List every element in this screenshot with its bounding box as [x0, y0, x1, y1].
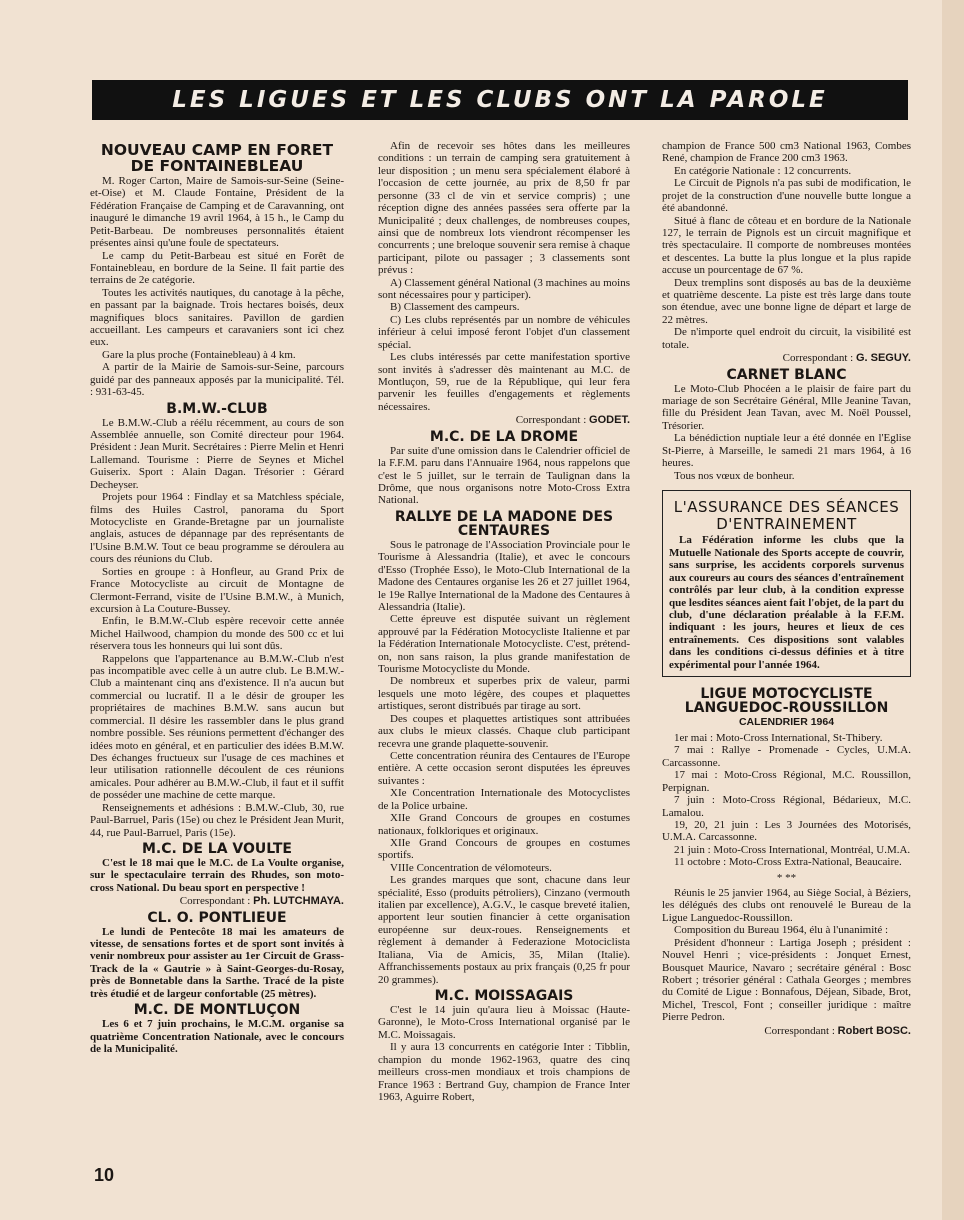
insurance-notice-text: La Fédération informe les clubs que la Mutuelle Nationale des Sports accepte de couvrir, sans surprise, les accidents corporels survenus aux coureurs au cours des séances d'entraînement contrôlés par leur club, à la condition expresse que lesdites séances aient fait l'objet, de la part du club, d'une déclaration préalable à la F.F.M. indiquant : les jours, heures et lieux de ces entraînements. Ces dispositions sont valables dans les conditions ci-dessus définies et à titre expérimental pour l'année 1964.	[669, 534, 904, 671]
heading-pontlieue: CL. O. PONTLIEUE	[147, 909, 287, 926]
paragraph: Réunis le 25 janvier 1964, au Siège Social, à Béziers, les délégués des clubs ont renouvelé le Bureau de la Ligue Languedoc-Roussillon.	[662, 887, 911, 924]
paragraph: VIIIe Concentration de vélomoteurs.	[390, 861, 552, 874]
paragraph: Tous nos vœux de bonheur.	[674, 469, 795, 482]
correspondent-line	[378, 414, 630, 426]
heading-bmw-club: B.M.W.-CLUB	[166, 400, 268, 417]
paragraph: M. Roger Carton, Maire de Samois-sur-Seine (Seine-et-Oise) et M. Claude Fontaine, Président de la Fédération Française de Camping et de Caravanning, ont inauguré le dimanche 19 avril 1964, à 15 h., le Camp du Petit-Barbeau. De nombreuses personnalités étaient présentes ainsi qu'une foule de spectateurs.	[90, 175, 344, 250]
paragraph: XIIe Grand Concours de groupes en costumes nationaux, folkloriques et originaux.	[378, 812, 630, 837]
heading-rallye-madone: RALLYE DE LA MADONE DES CENTAURES	[394, 508, 614, 539]
correspondent-line	[90, 895, 344, 907]
calendar-item: 7 juin : Moto-Cross Régional, Bédarieux, M.C. Lamalou.	[662, 794, 911, 819]
paragraph: A) Classement général National (3 machines au moins sont nécessaires pour y participer).	[378, 276, 630, 302]
paragraph: Président d'honneur : Lartiga Joseph ; président : Nouvel Henri ; vice-présidents : Jonquet Ernest, Bousquet Maurice, Navaro ; secrétaire général : Bosc Robert ; trésorier général : Cathala Georges ; membres du Comité de Ligue : Bonnafous, Déjean, Sibade, Brot, Michel, Trescol, Font ; conseiller juridique : maître Pierre Pedron.	[662, 936, 911, 1024]
correspondent-name: Ph. LUTCHMAYA.	[253, 895, 344, 908]
paragraph: Sorties en groupe : à Honfleur, au Grand Prix de France Motocycliste au circuit de Montagne de Clermont-Ferrand, visite de l'Usine B.M.W., à Munich, excursion à La Couture-Bussey.	[90, 565, 344, 615]
heading-mc-voulte: M.C. DE LA VOULTE	[142, 840, 292, 857]
paragraph: Le B.M.W.-Club a réélu récemment, au cours de son Assemblée annuelle, son Comité directeur pour 1964. Président : Jean Murit. Secrétaires : Pierre Melin et Henri Lallemand. Tourisme : Pierre de Seynes et Michel Guiserix. Sport : Alain Dagan. Trésorier : Gérard Decheyser.	[90, 416, 344, 491]
insurance-notice-box	[662, 490, 911, 677]
paragraph: Le Circuit de Pignols n'a pas subi de modification, le projet de la construction d'une nouvelle butte longue a été abandonné.	[662, 177, 911, 215]
section-banner	[92, 80, 908, 120]
correspondent-label: Correspondant :	[764, 1024, 835, 1037]
paragraph: Renseignements et adhésions : B.M.W.-Club, 30, rue Paul-Barruel, Paris (15e) ou chez le Président Jean Murit, 44, rue Paul-Barruel, Paris (15e).	[90, 801, 344, 839]
paragraph: Le lundi de Pentecôte 18 mai les amateurs de vitesse, de sensations fortes et de sport sont invités à venir nombreux pour assister au 1er Circuit de Grass-Track de la « Gautrie » à Saint-Georges-du-Rosay, près de Bonnetable dans la Sarthe. Tracé de la piste très étudié et de largeur confortable (25 mètres).	[90, 925, 344, 1000]
asterism-divider: * **	[776, 871, 797, 884]
paragraph: XIIe Grand Concours de groupes en costumes sportifs.	[378, 836, 630, 862]
paragraph: C) Les clubs représentés par un nombre de véhicules inférieur à celui imposé feront l'objet d'un classement spécial.	[378, 313, 630, 351]
paragraph: De n'importe quel endroit du circuit, la visibilité est totale.	[662, 326, 911, 351]
paragraph: A partir de la Mairie de Samois-sur-Seine, parcours guidé par des panneaux apposés par la municipalité. Tél. : 931-63-45.	[90, 361, 344, 399]
calendar-item: 1er mai : Moto-Cross International, St-Thibery.	[674, 731, 883, 744]
paragraph: XIe Concentration Internationale des Motocyclistes de la Police urbaine.	[378, 787, 630, 812]
column-1	[90, 140, 344, 1055]
paragraph: Deux tremplins sont disposés au bas de la deuxième et quatrième descente. La piste est très large dans toute son étendue, avec une bonne ligne de départ et large de 22 mètres.	[662, 276, 911, 326]
paragraph: Les clubs intéressés par cette manifestation sportive sont invités à s'adresser dès maintenant au M.C. de Montluçon, 59, rue de la République, qui leur fera parvenir les feuilles d'engagements et règlements nécessaires.	[378, 351, 630, 413]
paragraph: Cette concentration réunira des Centaures de l'Europe entière. A cette occasion seront disputées les épreuves suivantes :	[378, 749, 630, 787]
calendar-item: 11 octobre : Moto-Cross Extra-National, Beaucaire.	[674, 856, 902, 869]
correspondent-line	[662, 1025, 911, 1037]
heading-assurance: L'ASSURANCE DES SÉANCES D'ENTRAINEMENT	[673, 497, 900, 534]
paragraph: Il y aura 13 concurrents en catégorie Inter : Tibblin, champion du monde 1962-1963, quatre des cinq meilleurs cross-men mondiaux et trois champions de France 1963 : Bertrand Guy, champion de France Inter 1963, Aguirre Robert,	[378, 1041, 630, 1103]
paragraph: De nombreux et superbes prix de valeur, parmi lesquels une moto légère, des coupes et plaquettes artistiques, seront distribués par tirage au sort.	[378, 675, 630, 713]
correspondent-label: Correspondant :	[179, 895, 251, 908]
calendar-item: 21 juin : Moto-Cross International, Montréal, U.M.A.	[674, 843, 911, 856]
paragraph: Par suite d'une omission dans le Calendrier officiel de la F.F.M. paru dans l'Annuaire 1964, nous rappelons que c'est le 5 juillet, sur le terrain de Taulignan dans la Drôme, que nous organisons notre Moto-Cross Extra National.	[378, 444, 630, 507]
paragraph: Les grandes marques que sont, chacune dans leur spécialité, Esso (produits pétroliers), Cinzano (vermouth italien par excellence), A.G.V., le casque breveté italien, apportent leur soutien financier à cette organisation européenne sur deux-roues. Renseignements et règlement à demander à Federazione Motociclista Italiana, Via de Amicis, 35, Milan (Italie). Affranchissements postaux au prix français (0,25 fr pour 20 grammes).	[378, 874, 630, 986]
paragraph: La bénédiction nuptiale leur a été donnée en l'Eglise St-Pierre, à Marseille, le samedi 21 mars 1964, à 16 heures.	[662, 432, 911, 470]
heading-mc-montlucon: M.C. DE MONTLUÇON	[133, 1002, 301, 1019]
column-3	[662, 140, 911, 1039]
correspondent-label: Correspondant :	[515, 414, 587, 427]
column-2	[378, 140, 630, 1103]
heading-carnet-blanc: CARNET BLANC	[726, 366, 847, 383]
paragraph: B) Classement des campeurs.	[390, 301, 520, 314]
correspondent-name: Robert BOSC.	[837, 1024, 911, 1037]
paragraph: champion de France 500 cm3 National 1963, Combes René, champion de France 200 cm3 1963.	[662, 140, 911, 165]
heading-fontainebleau: NOUVEAU CAMP EN FORET DE FONTAINEBLEAU	[100, 141, 334, 175]
banner-title: LES LIGUES ET LES CLUBS ONT LA PAROLE	[172, 87, 828, 113]
page-edge	[942, 0, 964, 1220]
heading-mc-drome: M.C. DE LA DROME	[429, 428, 579, 445]
paragraph: Enfin, le B.M.W.-Club espère recevoir cette année Michel Hailwood, champion du monde des 500 cc et lui réservera tous les honneurs qui lui sont dûs.	[90, 615, 344, 653]
calendar-item: 7 mai : Rallye - Promenade - Cycles, U.M.A. Carcassonne.	[662, 744, 911, 769]
calendar-item: 19, 20, 21 juin : Les 3 Journées des Motorisés, U.M.A. Carcassonne.	[662, 818, 911, 844]
heading-ligue-languedoc: LIGUE MOTOCYCLISTE LANGUEDOC-ROUSSILLON	[684, 686, 889, 717]
calendar-item: 17 mai : Moto-Cross Régional, M.C. Roussillon, Perpignan.	[662, 769, 911, 794]
correspondent-label: Correspondant :	[782, 352, 854, 365]
paragraph: Cette épreuve est disputée suivant un règlement approuvé par la Fédération Motocycliste Italienne et par la Fédération Internationale Motocycliste. C'est, prétend-on, non sans raison, la plus grande manifestation de Tourisme Motocycliste du Monde.	[378, 613, 630, 676]
paragraph: Les 6 et 7 juin prochains, le M.C.M. organise sa quatrième Concentration Nationale, avec le concours de la Municipalité.	[90, 1018, 344, 1055]
paragraph: Situé à flanc de côteau et en bordure de la Nationale 127, le terrain de Pignols est un circuit magnifique et très spectaculaire. Il comporte de nombreuses montées et descentes. La butte la plus longue et la plus rapide accuse un pourcentage de 67 %.	[662, 214, 911, 277]
page-number: 10	[94, 1165, 115, 1185]
heading-mc-moissagais: M.C. MOISSAGAIS	[434, 988, 574, 1004]
paragraph: Gare la plus proche (Fontainebleau) à 4 km.	[102, 348, 296, 361]
paragraph: C'est le 18 mai que le M.C. de La Voulte organise, sur le spectaculaire terrain des Rhudes, son moto-cross National. Du beau sport en perspective !	[90, 856, 344, 894]
paragraph: Rappelons que l'appartenance au B.M.W.-Club n'est pas incompatible avec celle à un autre club. Le B.M.W.-Club a maintenant cinq ans d'existence. Il n'a aucun but commercial ou lucratif. Il a le désir de grouper les propriétaires de machines B.M.W. sans aucun but commercial. Il désire les rassembler dans le plus grand nombre possible. Ses réunions permettent d'échanger des idées moto en général, et en particulier des idées B.M.W. Des échanges fructueux sur l'usage de ces machines et leur utilisation rationnelle découlent de ces réunions amicales. Pour adhérer au B.M.W.-Club, il faut et il suffit de posséder une machine de cette marque.	[90, 652, 344, 802]
paragraph: Des coupes et plaquettes artistiques sont attribuées aux clubs le mieux classés. Chaque club participant recevra une grande plaquette-souvenir.	[378, 712, 630, 750]
paragraph: Le Moto-Club Phocéen a le plaisir de faire part du mariage de son Secrétaire Général, Mlle Jeanine Tavan, fille du Président Jean Tavan, avec M. Noël Poussel, Trésorier.	[662, 382, 911, 432]
paragraph: Toutes les activités nautiques, du canotage à la pêche, en passant par la baignade. Trois hectares boisés, deux magnifiques blocs sanitaires. Pavillon de gardien accueillant. Les campeurs et caravaniers sont ici chez eux.	[90, 286, 344, 349]
paragraph: Composition du Bureau 1964, élu à l'unanimité :	[674, 924, 889, 937]
correspondent-name: GODET.	[589, 414, 630, 427]
correspondent-line	[662, 352, 911, 364]
calendar-heading: CALENDRIER 1964	[738, 716, 835, 729]
correspondent-name: G. SEGUY.	[855, 352, 911, 365]
paragraph: Le camp du Petit-Barbeau est situé en Forêt de Fontainebleau, en bordure de la Seine. Il fait partie des terrains de 2e catégorie.	[90, 249, 344, 287]
paragraph: Sous le patronage de l'Association Provinciale pour le Tourisme à Alessandria (Italie), et avec le concours d'Esso (Trophée Esso), le Moto-Club International de la Madone des Centaures organise les 26 et 27 juillet 1964, le 19e Rallye International de la Madone des Centaures à Alessandria (Italie).	[378, 538, 630, 613]
paragraph: Projets pour 1964 : Findlay et sa Matchless spéciale, films des Huiles Castrol, panorama du Sport Motocycliste en Grande-Bretagne par un journaliste anglais, astuces de dépannage par des représentants de l'Usine B.M.W. Tout ce beau programme se déroulera au cours des réunions du Club.	[90, 491, 344, 566]
paragraph: Afin de recevoir ses hôtes dans les meilleures conditions : un terrain de camping sera gratuitement à leur disposition ; un menu sera spécialement élaboré à l'occasion de cette journée, au prix de 8,50 fr par personne (33 cl de vin et service compris) ; une réception digne des années passées sera offerte par la Municipalité ; deux challenges, de nombreuses coupes, ainsi que de nombreux lots viendront récompenser les concurrents ; une breloque souvenir sera remise à chaque participant, pilote ou passager ; 3 classements sont prévus :	[378, 140, 630, 277]
paragraph: En catégorie Nationale : 12 concurrents.	[674, 164, 852, 177]
paragraph: C'est le 14 juin qu'aura lieu à Moissac (Haute-Garonne), le Moto-Cross International organisé par le M.C. Moissagais.	[378, 1004, 630, 1041]
